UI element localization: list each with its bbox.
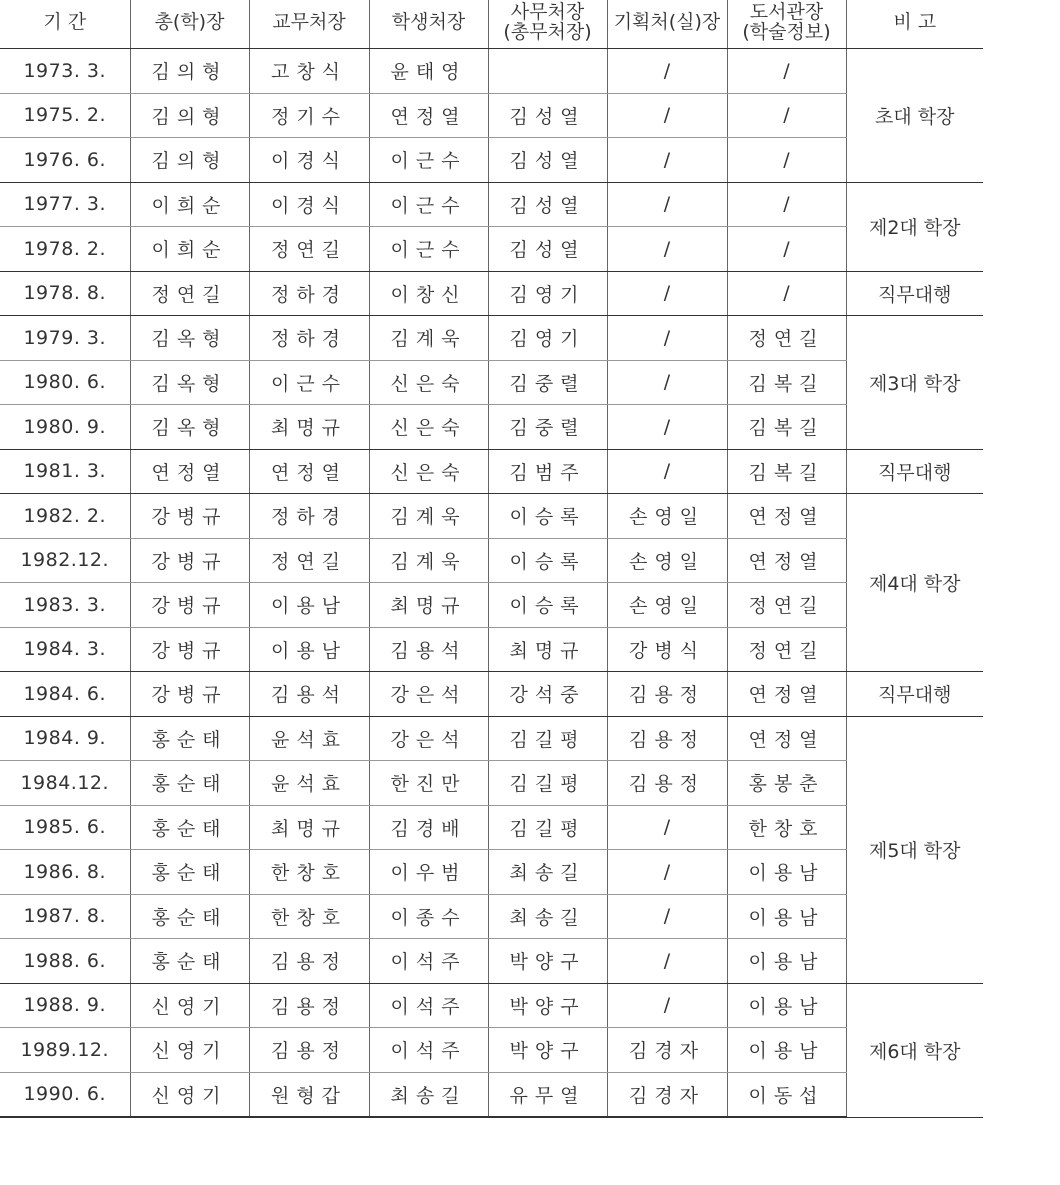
president-cell: 김옥형 [130,360,249,405]
academic-affairs-cell: 연정열 [249,449,369,494]
library-cell: 정연길 [727,316,846,361]
president-cell: 김의형 [130,93,249,138]
student-affairs-cell: 이석주 [369,1028,488,1073]
president-cell: 김의형 [130,49,249,94]
academic-affairs-cell: 김용석 [249,672,369,717]
general-affairs-cell: 박양구 [488,983,607,1028]
general-affairs-cell: 김중렬 [488,360,607,405]
header-cell: 기 간 [0,0,130,49]
president-cell: 강병규 [130,627,249,672]
president-cell: 이희순 [130,182,249,227]
library-cell: 이용남 [727,1028,846,1073]
general-affairs-cell [488,49,607,94]
planning-cell: 강병식 [607,627,727,672]
general-affairs-cell: 박양구 [488,939,607,984]
table-row [0,716,983,761]
library-cell: 이용남 [727,894,846,939]
student-affairs-cell: 이종수 [369,894,488,939]
period-cell: 1985. 6. [0,805,130,850]
header-cell: 기획처(실)장 [607,0,727,49]
general-affairs-cell: 김중렬 [488,405,607,450]
table-row [0,1028,983,1073]
student-affairs-cell: 이근수 [369,182,488,227]
academic-affairs-cell: 한창호 [249,894,369,939]
student-affairs-cell: 김경배 [369,805,488,850]
student-affairs-cell: 신은숙 [369,360,488,405]
general-affairs-cell: 최송길 [488,850,607,895]
planning-cell: / [607,939,727,984]
academic-affairs-cell: 원형갑 [249,1072,369,1117]
planning-cell: / [607,405,727,450]
table-row [0,1072,983,1117]
period-cell: 1980. 9. [0,405,130,450]
remark-cell: 직무대행 [846,449,983,494]
planning-cell: 김용정 [607,761,727,806]
header-cell: 총(학)장 [130,0,249,49]
table-row [0,360,983,405]
table-row [0,538,983,583]
planning-cell: / [607,983,727,1028]
president-cell: 홍순태 [130,761,249,806]
table-row [0,805,983,850]
academic-affairs-cell: 정연길 [249,538,369,583]
president-cell: 강병규 [130,583,249,628]
table-row [0,983,983,1028]
president-cell: 홍순태 [130,939,249,984]
student-affairs-cell: 이석주 [369,983,488,1028]
library-cell: / [727,271,846,316]
student-affairs-cell: 김계욱 [369,494,488,539]
academic-affairs-cell: 이용남 [249,583,369,628]
general-affairs-cell: 김영기 [488,316,607,361]
planning-cell: 김경자 [607,1072,727,1117]
library-cell: 정연길 [727,627,846,672]
student-affairs-cell: 강은석 [369,672,488,717]
planning-cell: 김용정 [607,672,727,717]
period-cell: 1984. 6. [0,672,130,717]
student-affairs-cell: 이우범 [369,850,488,895]
table-row [0,449,983,494]
president-cell: 정연길 [130,271,249,316]
library-cell: 한창호 [727,805,846,850]
general-affairs-cell: 김성열 [488,227,607,272]
academic-affairs-cell: 정기수 [249,93,369,138]
student-affairs-cell: 최송길 [369,1072,488,1117]
general-affairs-cell: 김길평 [488,761,607,806]
period-cell: 1986. 8. [0,850,130,895]
header-cell: 교무처장 [249,0,369,49]
period-cell: 1984.12. [0,761,130,806]
period-cell: 1978. 8. [0,271,130,316]
student-affairs-cell: 이창신 [369,271,488,316]
planning-cell: / [607,271,727,316]
academic-affairs-cell: 이경식 [249,182,369,227]
president-cell: 홍순태 [130,805,249,850]
library-cell: 이용남 [727,983,846,1028]
president-cell: 이희순 [130,227,249,272]
remark-cell: 제3대 학장 [846,316,983,450]
library-cell: / [727,227,846,272]
period-cell: 1984. 9. [0,716,130,761]
planning-cell: 김경자 [607,1028,727,1073]
remark-cell: 초대 학장 [846,49,983,183]
academic-affairs-cell: 이경식 [249,138,369,183]
planning-cell: / [607,182,727,227]
president-cell: 강병규 [130,494,249,539]
planning-cell: / [607,449,727,494]
library-cell: 연정열 [727,716,846,761]
table-row [0,227,983,272]
library-cell: 홍봉춘 [727,761,846,806]
library-cell: / [727,182,846,227]
general-affairs-cell: 김영기 [488,271,607,316]
library-cell: 연정열 [727,494,846,539]
library-cell: 정연길 [727,583,846,628]
general-affairs-cell: 이승록 [488,583,607,628]
period-cell: 1988. 9. [0,983,130,1028]
header-cell: 도서관장 (학술정보) [727,0,846,49]
header-cell: 사무처장 (총무처장) [488,0,607,49]
table-row [0,405,983,450]
library-cell: 김복길 [727,405,846,450]
general-affairs-cell: 김범주 [488,449,607,494]
general-affairs-cell: 최송길 [488,894,607,939]
period-cell: 1976. 6. [0,138,130,183]
period-cell: 1973. 3. [0,49,130,94]
academic-affairs-cell: 김용정 [249,983,369,1028]
president-cell: 홍순태 [130,716,249,761]
president-cell: 강병규 [130,538,249,583]
period-cell: 1987. 8. [0,894,130,939]
planning-cell: / [607,49,727,94]
period-cell: 1984. 3. [0,627,130,672]
academic-affairs-cell: 김용정 [249,1028,369,1073]
president-cell: 신영기 [130,1028,249,1073]
student-affairs-cell: 이석주 [369,939,488,984]
remark-cell: 제2대 학장 [846,182,983,271]
academic-affairs-cell: 김용정 [249,939,369,984]
academic-affairs-cell: 이근수 [249,360,369,405]
period-cell: 1982. 2. [0,494,130,539]
table-row [0,627,983,672]
academic-affairs-cell: 최명규 [249,805,369,850]
table-row [0,93,983,138]
table-row [0,138,983,183]
general-affairs-cell: 이승록 [488,538,607,583]
table-row [0,850,983,895]
remark-cell: 제5대 학장 [846,716,983,983]
remark-cell: 제4대 학장 [846,494,983,672]
period-cell: 1975. 2. [0,93,130,138]
planning-cell: / [607,850,727,895]
planning-cell: 손영일 [607,583,727,628]
planning-cell: / [607,360,727,405]
planning-cell: / [607,805,727,850]
student-affairs-cell: 신은숙 [369,449,488,494]
planning-cell: / [607,93,727,138]
general-affairs-cell: 김성열 [488,138,607,183]
table-row [0,316,983,361]
table-row [0,271,983,316]
academic-affairs-cell: 윤석효 [249,761,369,806]
library-cell: 이용남 [727,850,846,895]
header-cell: 학생처장 [369,0,488,49]
general-affairs-cell: 김길평 [488,805,607,850]
library-cell: 연정열 [727,538,846,583]
president-cell: 홍순태 [130,850,249,895]
academic-affairs-cell: 정하경 [249,316,369,361]
president-cell: 김의형 [130,138,249,183]
period-cell: 1977. 3. [0,182,130,227]
academic-affairs-cell: 정연길 [249,227,369,272]
period-cell: 1978. 2. [0,227,130,272]
president-cell: 김옥형 [130,405,249,450]
student-affairs-cell: 최명규 [369,583,488,628]
header-cell: 비 고 [846,0,983,49]
student-affairs-cell: 김계욱 [369,316,488,361]
student-affairs-cell: 윤태영 [369,49,488,94]
table-row [0,494,983,539]
planning-cell: 김용정 [607,716,727,761]
planning-cell: / [607,227,727,272]
academic-affairs-cell: 정하경 [249,494,369,539]
president-cell: 김옥형 [130,316,249,361]
period-cell: 1981. 3. [0,449,130,494]
planning-cell: / [607,894,727,939]
remark-cell: 직무대행 [846,672,983,717]
president-cell: 홍순태 [130,894,249,939]
student-affairs-cell: 이근수 [369,227,488,272]
planning-cell: / [607,138,727,183]
library-cell: 김복길 [727,449,846,494]
table-row [0,761,983,806]
library-cell: / [727,49,846,94]
general-affairs-cell: 이승록 [488,494,607,539]
academic-affairs-cell: 한창호 [249,850,369,895]
student-affairs-cell: 이근수 [369,138,488,183]
general-affairs-cell: 김성열 [488,93,607,138]
general-affairs-cell: 강석중 [488,672,607,717]
student-affairs-cell: 강은석 [369,716,488,761]
remark-cell: 직무대행 [846,271,983,316]
header-row [0,0,983,49]
student-affairs-cell: 한진만 [369,761,488,806]
academic-affairs-cell: 정하경 [249,271,369,316]
library-cell: / [727,93,846,138]
period-cell: 1988. 6. [0,939,130,984]
president-cell: 강병규 [130,672,249,717]
general-affairs-cell: 유무열 [488,1072,607,1117]
period-cell: 1982.12. [0,538,130,583]
library-cell: 이용남 [727,939,846,984]
table-row [0,894,983,939]
table-row [0,49,983,94]
general-affairs-cell: 최명규 [488,627,607,672]
library-cell: 이동섭 [727,1072,846,1117]
table-body [0,49,983,1118]
period-cell: 1979. 3. [0,316,130,361]
library-cell: 김복길 [727,360,846,405]
planning-cell: / [607,316,727,361]
academic-affairs-cell: 윤석효 [249,716,369,761]
table-row [0,182,983,227]
academic-affairs-cell: 이용남 [249,627,369,672]
planning-cell: 손영일 [607,494,727,539]
planning-cell: 손영일 [607,538,727,583]
library-cell: / [727,138,846,183]
president-cell: 신영기 [130,1072,249,1117]
student-affairs-cell: 신은숙 [369,405,488,450]
general-affairs-cell: 김성열 [488,182,607,227]
student-affairs-cell: 연정열 [369,93,488,138]
library-cell: 연정열 [727,672,846,717]
period-cell: 1989.12. [0,1028,130,1073]
president-cell: 연정열 [130,449,249,494]
remark-cell: 제6대 학장 [846,983,983,1117]
student-affairs-cell: 김계욱 [369,538,488,583]
president-cell: 신영기 [130,983,249,1028]
period-cell: 1980. 6. [0,360,130,405]
period-cell: 1990. 6. [0,1072,130,1117]
academic-affairs-cell: 최명규 [249,405,369,450]
general-affairs-cell: 김길평 [488,716,607,761]
general-affairs-cell: 박양구 [488,1028,607,1073]
table-row [0,583,983,628]
table-row [0,672,983,717]
table-row [0,939,983,984]
academic-affairs-cell: 고창식 [249,49,369,94]
student-affairs-cell: 김용석 [369,627,488,672]
period-cell: 1983. 3. [0,583,130,628]
